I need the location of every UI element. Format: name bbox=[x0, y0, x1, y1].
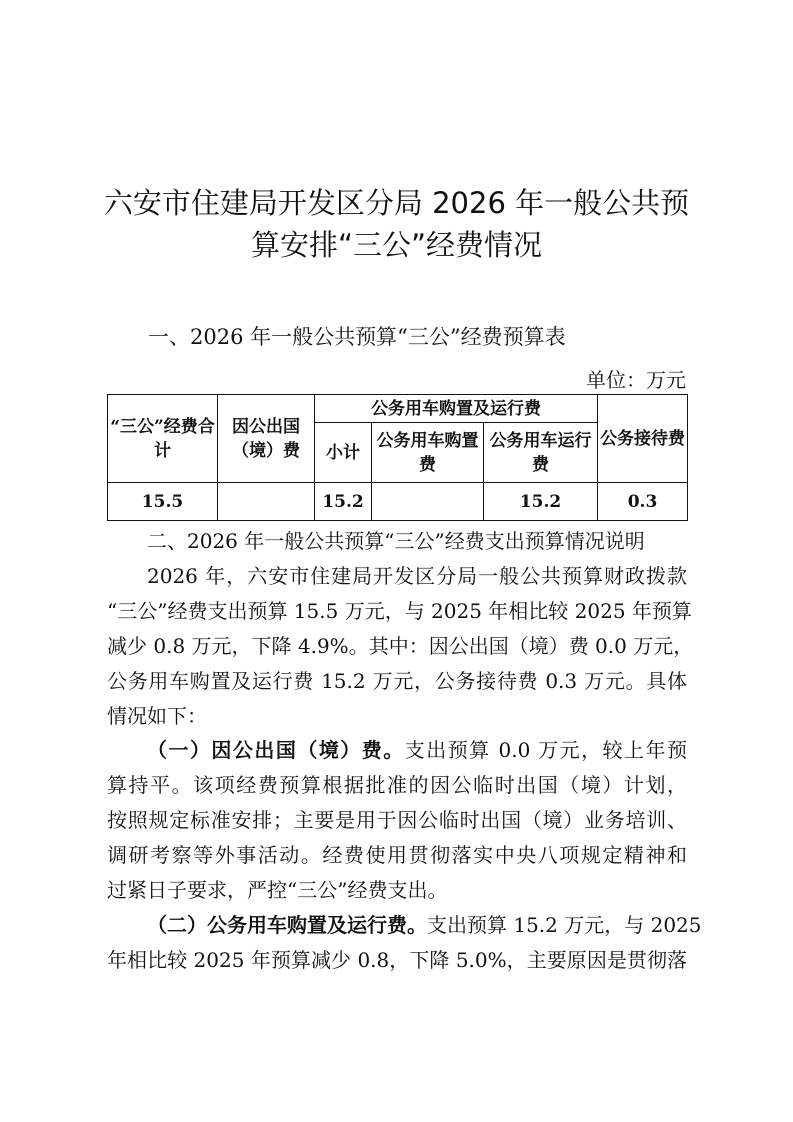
header-subtotal: 小计 bbox=[315, 423, 372, 483]
p1-line: 2026 年，六安市住建局开发区分局一般公共预算财政拨款 bbox=[147, 563, 687, 588]
p3-line: 年相比较 2025 年预算减少 0.8，下降 5.0%，主要原因是贯彻落 bbox=[107, 947, 687, 972]
cell-reception: 0.3 bbox=[598, 483, 688, 521]
section-2 bbox=[107, 524, 702, 978]
section-1-heading: 一、2026 年一般公共预算“三公”经费预算表 bbox=[148, 325, 566, 349]
budget-table bbox=[107, 394, 688, 521]
paragraph-2 bbox=[107, 733, 687, 908]
p2-line: 算持平。该项经费预算根据批准的因公临时出国（境）计划， bbox=[107, 773, 687, 798]
cell-vehicle-purchase bbox=[372, 483, 484, 521]
cell-vehicle-operation: 15.2 bbox=[484, 483, 598, 521]
p1-line: 公务用车购置及运行费 15.2 万元，公务接待费 0.3 万元。具体 bbox=[107, 668, 687, 693]
header-abroad: 因公出国（境）费 bbox=[218, 395, 315, 483]
p2-lead: （一）因公出国（境）费。 bbox=[147, 738, 405, 763]
cell-subtotal: 15.2 bbox=[315, 483, 372, 521]
p2-line: 调研考察等外事活动。经费使用贯彻落实中央八项规定精神和 bbox=[107, 843, 687, 868]
unit-label: 单位：万元 bbox=[586, 368, 686, 392]
p1-line: 减少 0.8 万元，下降 4.9%。其中：因公出国（境）费 0.0 万元， bbox=[107, 633, 694, 658]
title-line-2: 算安排“三公”经费情况 bbox=[250, 228, 543, 262]
title-line-1: 六安市住建局开发区分局 2026 年一般公共预 bbox=[103, 186, 690, 220]
p2-line: 过紧日子要求，严控“三公”经费支出。 bbox=[107, 878, 448, 903]
p1-line: 情况如下： bbox=[107, 703, 207, 728]
header-vehicle-operation: 公务用车运行费 bbox=[484, 423, 598, 483]
header-reception: 公务接待费 bbox=[598, 395, 688, 483]
p3-lead: （二）公务用车购置及运行费。 bbox=[147, 912, 427, 937]
page-title bbox=[60, 182, 733, 266]
paragraph-3 bbox=[107, 908, 702, 978]
cell-abroad bbox=[218, 483, 315, 521]
table-row bbox=[108, 483, 688, 521]
header-vehicle-group: 公务用车购置及运行费 bbox=[315, 395, 598, 423]
p2-line: 按照规定标准安排；主要是用于因公临时出国（境）业务培训、 bbox=[107, 808, 687, 833]
header-vehicle-purchase: 公务用车购置费 bbox=[372, 423, 484, 483]
cell-total: 15.5 bbox=[108, 483, 218, 521]
p3-line: 支出预算 15.2 万元，与 2025 bbox=[427, 912, 702, 937]
section-2-heading: 二、2026 年一般公共预算“三公”经费支出预算情况说明 bbox=[147, 529, 645, 553]
p2-line: 支出预算 0.0 万元，较上年预 bbox=[404, 738, 687, 763]
p1-line: “三公”经费支出预算 15.5 万元，与 2025 年相比较 2025 年预算 bbox=[107, 598, 692, 623]
header-total: “三公”经费合计 bbox=[108, 395, 218, 483]
paragraph-1 bbox=[107, 559, 694, 734]
